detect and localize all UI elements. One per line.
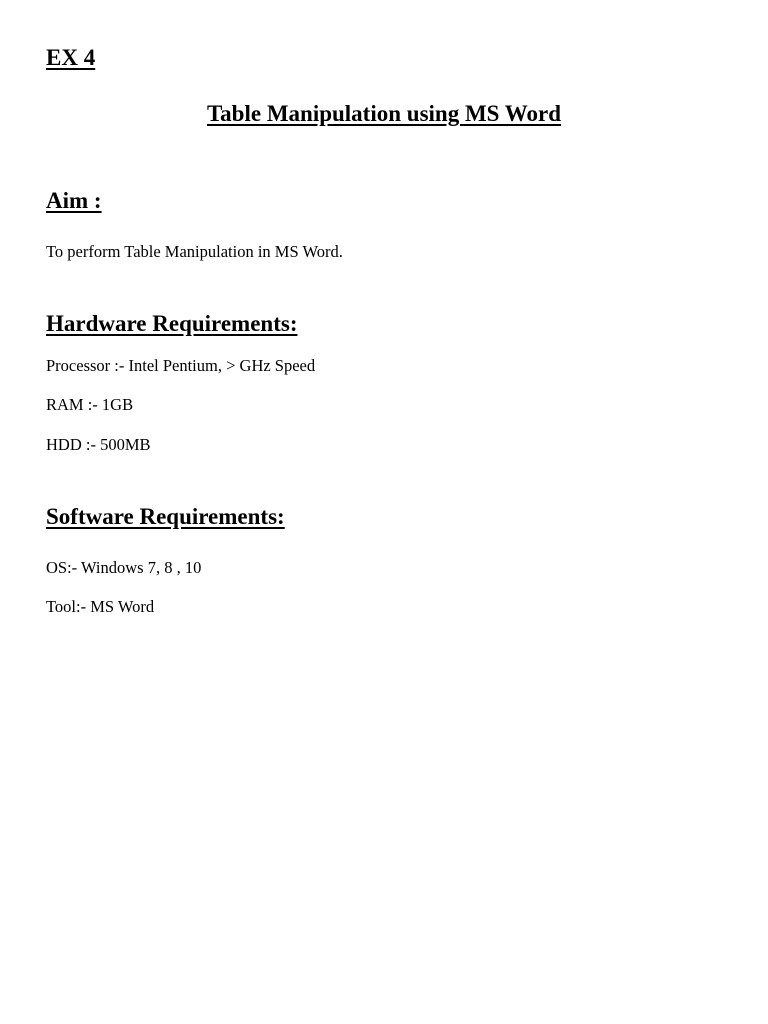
software-requirements-heading: Software Requirements: — [46, 504, 285, 529]
document-title: Table Manipulation using MS Word — [206, 101, 562, 126]
exercise-label: EX 4 — [46, 45, 96, 70]
aim-heading: Aim : — [46, 188, 102, 213]
software-os-line: OS:- Windows 7, 8 , 10 — [46, 558, 202, 577]
hardware-processor-line: Processor :- Intel Pentium, > GHz Speed — [46, 356, 316, 375]
software-tool-line: Tool:- MS Word — [46, 597, 155, 616]
hardware-ram-line: RAM :- 1GB — [46, 395, 134, 414]
hardware-hdd-line: HDD :- 500MB — [46, 435, 151, 454]
hardware-requirements-heading: Hardware Requirements: — [46, 311, 298, 336]
aim-text: To perform Table Manipulation in MS Word. — [46, 242, 343, 261]
